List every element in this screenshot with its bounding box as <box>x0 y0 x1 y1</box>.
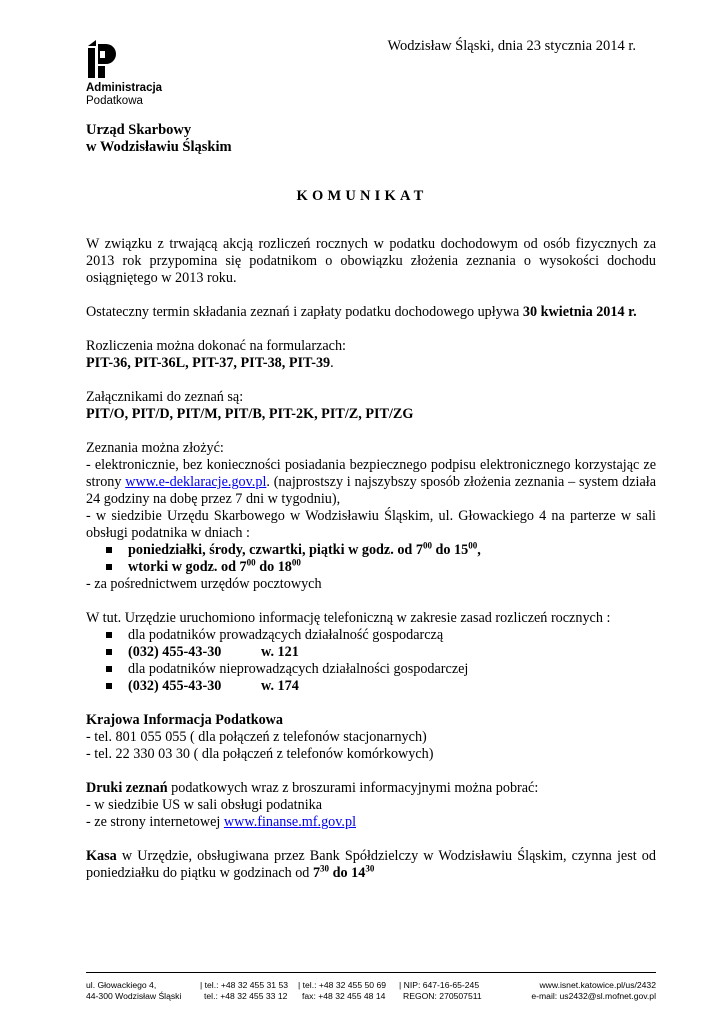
office-line1: Urząd Skarbowy <box>86 122 192 138</box>
forms-list-end: . <box>330 355 334 371</box>
logo-line1: Administracja <box>86 82 163 94</box>
logo-line2: Podatkowa <box>86 95 143 107</box>
submit-office: - w siedzibie Urzędu Skarbowego w Wodzisławiu Śląskim, ul. Głowackiego 4 na parterze w sali obsługi podatnika w dniach : <box>86 508 656 541</box>
footer-web[interactable]: www.isnet.katowice.pl/us/2432 <box>539 980 656 990</box>
document-body <box>86 236 656 882</box>
document-title: KOMUNIKAT <box>296 188 428 204</box>
kip-line1: - tel. 801 055 055 ( dla połączeń z telefonów stacjonarnych) <box>86 729 427 745</box>
submit-heading: Zeznania można złożyć: <box>86 440 224 456</box>
forms-download-line2: - ze strony internetowej www.finanse.mf.gov.pl <box>86 814 357 830</box>
kip-line2: - tel. 22 330 03 30 ( dla połączeń z telefonów komórkowych) <box>86 746 434 762</box>
forms-list: PIT-36, PIT-36L, PIT-37, PIT-38, PIT-39 <box>86 355 331 371</box>
submit-electronic-pre: - elektronicznie, bez konieczności posiadania bezpiecznego podpisu elektronicznego korzystając ze strony <box>86 457 656 490</box>
bullet-icon <box>106 666 112 672</box>
footer-contact <box>531 980 656 1002</box>
logo <box>86 40 186 108</box>
bullet-icon <box>106 547 112 553</box>
forms-heading: Rozliczenia można dokonać na formularzach: <box>86 338 346 354</box>
forms-download-line1: - w siedzibie US w sali obsługi podatnika <box>86 797 323 813</box>
kasa-paragraph: Kasa w Urzędzie, obsługiwana przez Bank Spółdzielczy w Wodzisławiu Śląskim, czynna jest od poniedziałku do piątku w godzinach od $7^{30}$ do $14^{30}$ <box>86 848 656 881</box>
attachments-heading: Załącznikami do zeznań są: <box>86 389 244 405</box>
finanse-link[interactable]: www.finanse.mf.gov.pl <box>223 814 357 830</box>
info-line-phone: (032) 455-43-30 w. 121 <box>86 644 656 661</box>
info-line-phone: (032) 455-43-30 w. 174 <box>86 678 656 695</box>
submit-post: - za pośrednictwem urzędów pocztowych <box>86 576 322 592</box>
office-hours-item: wtorki w godz. od $7^{00}$ do $18^{00}$ <box>86 559 656 576</box>
intro-paragraph: W związku z trwającą akcją rozliczeń rocznych w podatku dochodowym od osób fizycznych za 2013 rok przypomina się podatnikom o obowiązku złożenia zeznania o wysokości dochodu osiągniętego w 2013 roku. <box>86 236 656 286</box>
submit-electronic-post: . (najprostszy i najszybszy sposób złożenia zeznania – system działa 24 godziny na dobę przez 7 dni w tygodniu), <box>86 474 657 507</box>
administracja-podatkowa-logo-icon <box>86 40 120 80</box>
info-line-item: dla podatników prowadzących działalność gospodarczą <box>86 627 656 644</box>
e-deklaracje-link[interactable]: www.e-deklaracje.gov.pl <box>125 474 267 490</box>
info-line-list <box>86 627 656 695</box>
kip-heading: Krajowa Informacja Podatkowa <box>86 712 284 728</box>
forms-list-line <box>86 355 656 372</box>
bullet-icon <box>106 564 112 570</box>
deadline-paragraph <box>86 304 656 321</box>
deadline-date: 30 kwietnia 2014 r. <box>522 304 637 320</box>
footer-divider <box>86 972 656 973</box>
forms-download-heading: Druki zeznań podatkowych wraz z broszurami informacyjnymi można pobrać: <box>86 780 539 796</box>
submit-electronic <box>86 457 656 508</box>
footer-address: ul. Głowackiego 4, 44-300 Wodzisław Śląski <box>86 980 182 1001</box>
office-hours-list <box>86 542 656 576</box>
bullet-icon <box>106 649 112 655</box>
footer-ids: | NIP: 647-16-65-245 REGON: 270507511 <box>399 980 482 1001</box>
info-line-item: dla podatników nieprowadzących działalności gospodarczej <box>86 661 656 678</box>
footer-phone-fax: | tel.: +48 32 455 50 69 fax: +48 32 455 48 14 <box>298 980 387 1001</box>
document-date: Wodzisław Śląski, dnia 23 stycznia 2014 r. <box>387 38 636 54</box>
footer-phones: | tel.: +48 32 455 31 53 tel.: +48 32 455 33 12 <box>200 980 289 1001</box>
deadline-text: Ostateczny termin składania zeznań i zapłaty podatku dochodowego upływa <box>86 304 523 320</box>
footer-email[interactable]: e-mail: us2432@sl.mofnet.gov.pl <box>531 991 656 1001</box>
office-line2: w Wodzisławiu Śląskim <box>86 139 232 155</box>
bullet-icon <box>106 632 112 638</box>
attachments-list: PIT/O, PIT/D, PIT/M, PIT/B, PIT-2K, PIT/Z, PIT/ZG <box>86 406 414 422</box>
bullet-icon <box>106 683 112 689</box>
office-hours-item: poniedziałki, środy, czwartki, piątki w godz. od $7^{00}$ do $15^{00}$, <box>86 542 656 559</box>
office-name <box>86 122 232 156</box>
info-line-heading: W tut. Urzędzie uruchomiono informację telefoniczną w zakresie zasad rozliczeń rocznych : <box>86 610 611 626</box>
